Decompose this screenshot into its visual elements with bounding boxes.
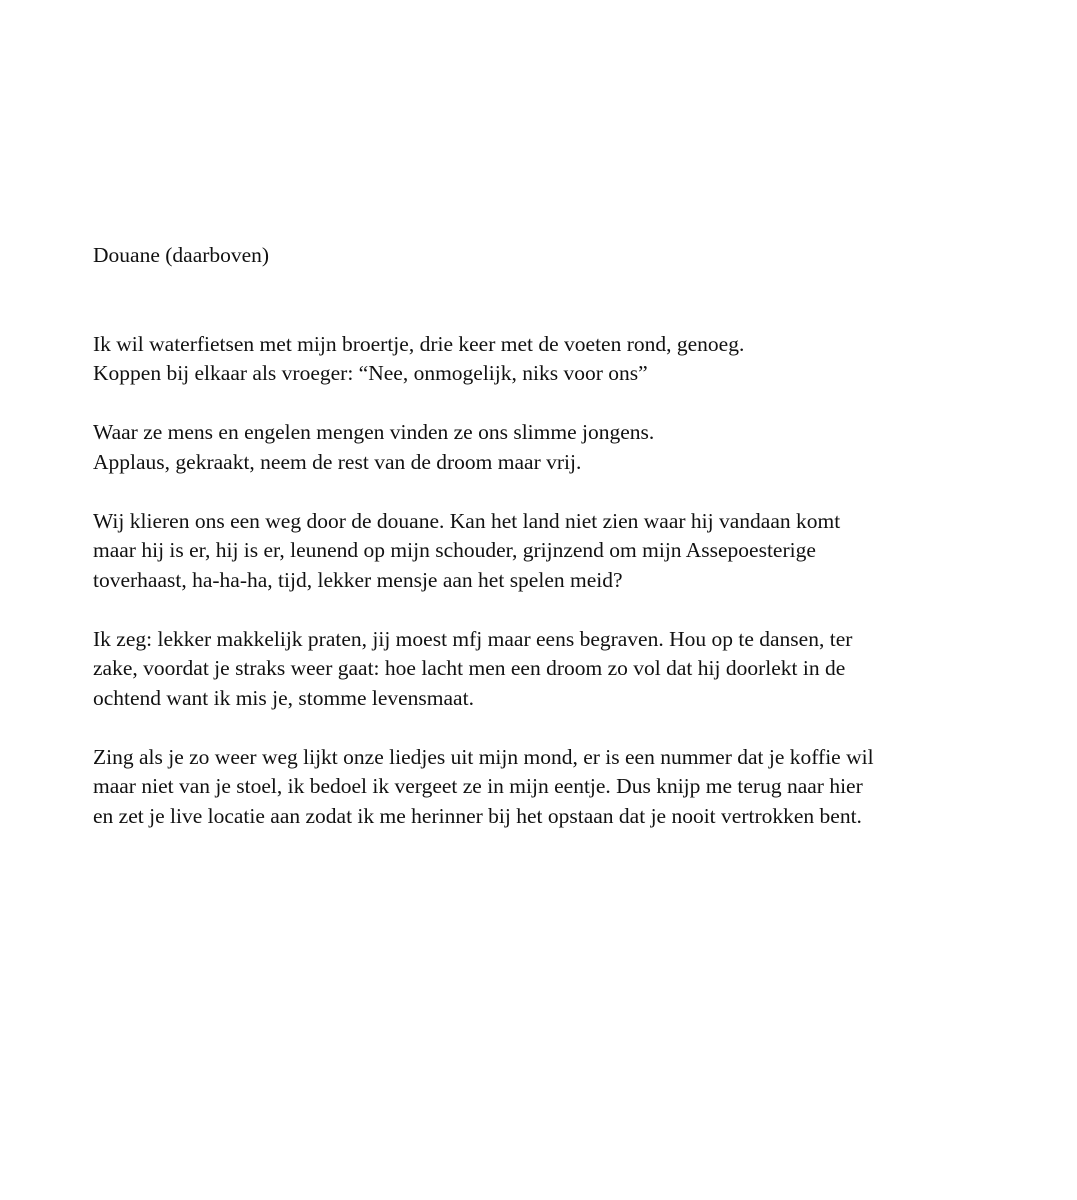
stanza-5: [93, 743, 993, 832]
poem-line: Zing als je zo weer weg lijkt onze liedjes uit mijn mond, er is een nummer dat je koffie wil: [93, 744, 874, 769]
stanza-3: [93, 507, 993, 596]
poem-title: Douane (daarboven): [93, 243, 270, 267]
poem-line: en zet je live locatie aan zodat ik me herinner bij het opstaan dat je nooit vertrokken bent.: [93, 803, 862, 828]
poem-line: maar hij is er, hij is er, leunend op mijn schouder, grijnzend om mijn Assepoesterige: [93, 538, 816, 562]
poem-line: Ik zeg: lekker makkelijk praten, jij moest mfj maar eens begraven. Hou op te dansen, ter: [93, 626, 853, 651]
poem-line: toverhaast, ha-ha-ha, tijd, lekker mensje aan het spelen meid?: [93, 567, 623, 592]
poem-line: Applaus, gekraakt, neem de rest van de droom maar vrij.: [93, 449, 582, 474]
poem-line: Waar ze mens en engelen mengen vinden ze ons slimme jongens.: [93, 420, 655, 444]
poem-line: Wij klieren ons een weg door de douane. Kan het land niet zien waar hij vandaan komt: [93, 508, 841, 533]
poem-line: Koppen bij elkaar als vroeger: “Nee, onmogelijk, niks voor ons”: [93, 361, 648, 385]
poem-line: maar niet van je stoel, ik bedoel ik vergeet ze in mijn eentje. Dus knijp me terug naar hier: [93, 774, 863, 798]
stanza-2: [93, 418, 993, 477]
poem-line: ochtend want ik mis je, stomme levensmaat.: [93, 685, 474, 710]
poem-line: zake, voordat je straks weer gaat: hoe lacht men een droom zo vol dat hij doorlekt in de: [93, 656, 846, 680]
stanza-4: [93, 625, 993, 714]
poem-line: Ik wil waterfietsen met mijn broertje, drie keer met de voeten rond, genoeg.: [93, 331, 745, 356]
stanza-1: [93, 330, 993, 389]
poem: [93, 241, 993, 831]
